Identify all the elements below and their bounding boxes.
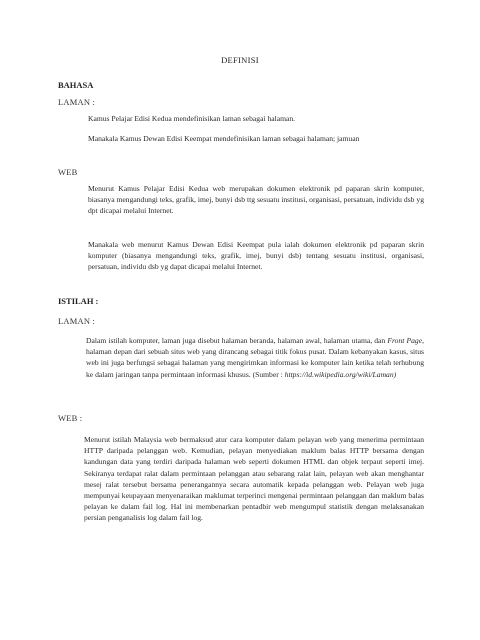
bahasa-heading: BAHASA xyxy=(58,80,94,90)
istilah-laman-paragraph xyxy=(86,335,424,380)
bahasa-laman-paragraph-1: Kamus Pelajar Edisi Kedua mendefinisikan laman sebagai halaman. xyxy=(88,114,296,123)
istilah-web-label: WEB : xyxy=(58,413,83,423)
bahasa-web-label: WEB xyxy=(58,167,78,177)
istilah-web-paragraph: Menurut istilah Malaysia web bermaksud atur cara komputer dalam pelayan web yang menerima permintaan HTTP daripada pelanggan web. Kemudian, pelayan menyediakan maklum balas HTTP bersama dengan kandungan data yang terdiri daripada halaman web seperti dokumen HTML dan objek terpaut seperti imej. Sekiranya terdapat ralat dalam permintaan pelanggan atau sebarang ralat lain, pelayan web akan menghantar mesej ralat tersebut bersama penerangannya secara automatik kepada pelanggan web. Pelayan web juga mempunyai keupayaan menyenaraikan maklumat terperinci mengenai permintaan pelanggan dan maklum balas pelayan ke dalam fail log. Hal ini membenarkan pentadbir web mengumpul statistik dengan melaksanakan persian penganalisis log dalam fail log. xyxy=(84,435,424,523)
istilah-laman-text-b: , halaman depan dari sebuah situs web yang dirancang sebagai titik fokus pusat. Dalam kebanyakan kasus, situs web ini juga berfungsi sebagai halaman yang mengirimkan informasi ke komputer lain ketika telah terhubung ke dalam jaringan tanpa permintaan informasi khusus. (Sumber : xyxy=(86,336,424,379)
front-page-term: Front Page xyxy=(387,336,423,345)
istilah-laman-text-a: Dalam istilah komputer, laman juga disebut halaman beranda, halaman awal, halaman utama, dan xyxy=(86,336,388,345)
bahasa-laman-label: LAMAN : xyxy=(58,97,96,107)
bahasa-web-paragraph-1: Menurut Kamus Pelajar Edisi Kedua web merupakan dokumen elektronik pd paparan skrin komputer, biasanya mengandungi teks, grafik, imej, bunyi dsb ttg sesuatu institusi, organisasi, persatuan, individu dsb yg dpt dicapai melalui Internet. xyxy=(88,184,424,216)
document-title: DEFINISI xyxy=(221,55,259,65)
source-link[interactable]: https://id.wikipedia.org/wiki/Laman) xyxy=(284,369,397,379)
istilah-heading: ISTILAH : xyxy=(58,296,99,306)
bahasa-web-paragraph-2: Manakala web menurut Kamus Dewan Edisi Keempat pula ialah dokumen elektronik pd paparan skrin komputer (biasanya mengandungi teks, grafik, imej, bunyi dsb) tentang sesuatu institusi, organisasi, persatuan, individu dsb yg dapat dicapai melalui Internet. xyxy=(88,240,424,272)
bahasa-laman-paragraph-2: Manakala Kamus Dewan Edisi Keempat mendefinisikan laman sebagai halaman; jamuan xyxy=(88,134,360,143)
istilah-laman-label: LAMAN : xyxy=(58,316,96,326)
